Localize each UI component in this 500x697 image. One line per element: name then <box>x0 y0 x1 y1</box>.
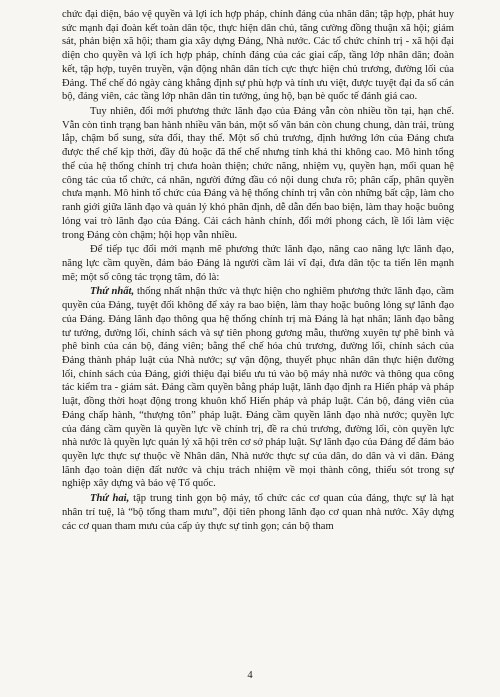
paragraph-text: tập trung tinh gọn bộ máy, tổ chức các cơ quan của đảng, thực sự là hạt nhân trí tuệ, là “bộ tổng tham mưu”, đội tiên phong lãnh đạo cơ quan nhà nước. Xây dựng các cơ quan tham mưu của cấp ủy thực sự tinh gọn; cán bộ tham <box>62 493 454 532</box>
paragraph <box>62 492 454 533</box>
paragraph-text: Để tiếp tục đổi mới mạnh mẽ phương thức lãnh đạo, nâng cao năng lực lãnh đạo, năng lực cầm quyền, đảm bảo Đảng là người cầm lái vĩ đại, đưa dân tộc ta tiến lên mạnh mẽ; một số công tác trọng tâm, đó là: <box>62 244 454 283</box>
paragraph <box>62 105 454 242</box>
paragraph <box>62 8 454 104</box>
paragraph-lead: Thứ hai, <box>90 493 130 505</box>
page-number: 4 <box>247 670 253 681</box>
paragraph <box>62 243 454 284</box>
paragraph <box>62 285 454 491</box>
paragraph-lead: Thứ nhất, <box>90 286 135 298</box>
paragraph-text: chức đại diện, bảo vệ quyền và lợi ích hợp pháp, chính đáng của nhân dân; tập hợp, phát huy sức mạnh đại đoàn kết toàn dân tộc, thực hiện dân chủ, tăng cường đồng thuận xã hội; giám sát, phản biện xã hội; tham gia xây dựng Đảng, Nhà nước. Các tổ chức chính trị - xã hội đại diện cho quyền và lợi ích hợp pháp, chính đáng của các giai cấp, tầng lớp nhân dân; đoàn kết, tập hợp, tuyên truyền, vận động nhân dân tích cực thực hiện chủ trương, đường lối của Đảng. Thể chế đó ngày càng khẳng định sự phù hợp và tính ưu việt, được tuyệt đại đa số cán bộ, đảng viên, các tầng lớp nhân dân tin tưởng, ủng hộ, bạn bè quốc tế đánh giá cao. <box>62 9 454 103</box>
paragraph-text: thống nhất nhận thức và thực hiện cho nghiêm phương thức lãnh đạo, cầm quyền của Đảng, tuyệt đối không để xảy ra bao biện, làm thay hoặc buông lỏng sự lãnh đạo của Đảng. Đảng lãnh đạo thông qua hệ thống chính trị mà Đảng là hạt nhân; lãnh đạo bằng tư tưởng, đường lối, chính sách và sự tiên phong gương mẫu, thường xuyên tự phê bình và phê bình của cán bộ, đảng viên; bằng thể chế hóa chủ trương, đường lối, chính sách của Đảng thành pháp luật của Nhà nước; sự vận động, thuyết phục nhân dân thực hiện đường lối, chính sách của Đảng, giới thiệu đại biểu ưu tú vào bộ máy nhà nước và thông qua công tác kiểm tra - giám sát. Đảng cầm quyền bằng pháp luật, lãnh đạo định ra Hiến pháp và pháp luật, đồng thời hoạt động trong khuôn khổ Hiến pháp và pháp luật. Cán bộ, đảng viên của Đảng chấp hành, “thượng tôn” pháp luật. Đảng cầm quyền lãnh đạo nhà nước; quyền lực của đảng cầm quyền là quyền lực về chính trị, đề ra chủ trương, đường lối, còn quyền lực nhà nước là quyền lực quản lý xã hội trên cơ sở pháp luật. Sự lãnh đạo của Đảng để đảm bảo quyền lực thực sự thuộc về Nhân dân, Nhà nước thực sự của dân, do dân và vì dân. Đảng lãnh đạo toàn diện đất nước và chịu trách nhiệm về mọi thành công, thiếu sót trong sự nghiệp xây dựng và bảo vệ Tổ quốc. <box>62 286 454 490</box>
body-text <box>62 8 454 533</box>
paragraph-text: Tuy nhiên, đổi mới phương thức lãnh đạo của Đảng vẫn còn nhiều tồn tại, hạn chế. Vẫn còn tình trạng ban hành nhiều văn bản, một số văn bản còn chung chung, dàn trải, trùng lắp, chậm bổ sung, sửa đổi, thay thế. Một số chủ trương, định hướng lớn của Đảng chưa được thể chế kịp thời, đầy đủ hoặc đã thể chế nhưng tính khả thi không cao. Mô hình tổng thể của hệ thống chính trị chưa hoàn thiện; chức năng, nhiệm vụ, quyền hạn, mối quan hệ công tác của tổ chức, cá nhân, người đứng đầu có nội dung chưa rõ; phân cấp, phân quyền chưa mạnh. Mô hình tổ chức của Đảng và hệ thống chính trị vẫn còn những bất cập, làm cho ranh giới giữa lãnh đạo và quản lý khó phân định, dễ dẫn đến bao biện, làm thay hoặc buông lỏng vai trò lãnh đạo của Đảng. Cải cách hành chính, đổi mới phong cách, lề lối làm việc trong Đảng còn chậm; hội họp vẫn nhiều. <box>62 106 454 241</box>
